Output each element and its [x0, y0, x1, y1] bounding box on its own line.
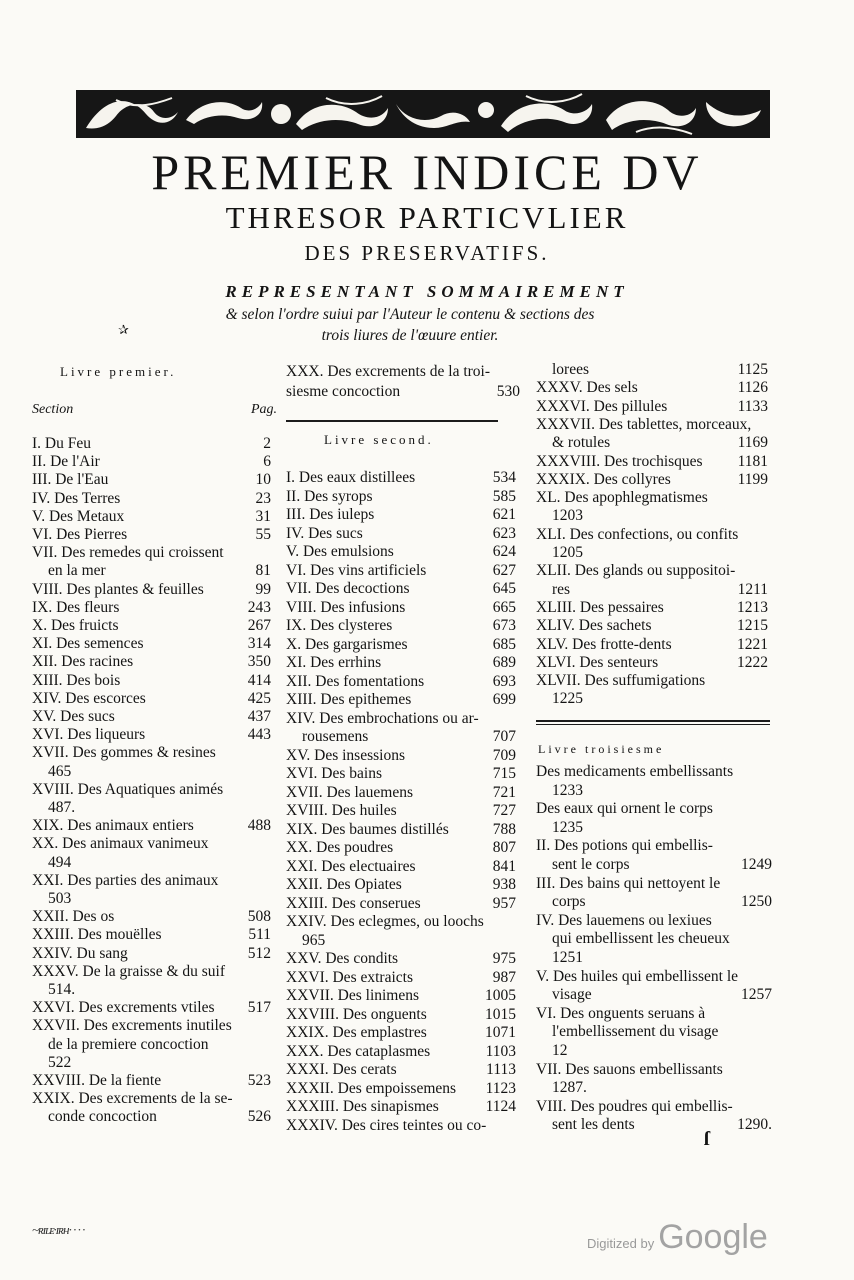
entry-page: 1215	[737, 617, 768, 635]
entry-text: XLIII. Des pessaires	[536, 598, 664, 616]
entry-page: 707	[492, 728, 516, 745]
entry-page: 1221	[737, 635, 768, 653]
entry-text: VI. Des onguents seruans à	[536, 1004, 706, 1022]
entry-text: 522	[48, 1053, 72, 1071]
entry-text: XXX. Des cataplasmes	[286, 1042, 431, 1060]
entry-text: 12	[552, 1042, 568, 1059]
entry-page: 414	[247, 671, 271, 689]
entry-text: visage	[552, 986, 592, 1004]
entry-page: 621	[492, 506, 516, 523]
entry-text: XVIII. Des huiles	[286, 802, 397, 819]
entry-text: 465	[48, 762, 72, 780]
title-line-2: THRESOR PARTICVLIER	[225, 200, 629, 235]
entry-page: 243	[247, 598, 271, 616]
entry-text: 1251	[552, 949, 583, 966]
entry-text: XXI. Des electuaires	[286, 857, 416, 875]
entry-page: 6	[263, 453, 271, 471]
entry-text: III. De l'Eau	[32, 471, 109, 489]
book3-heading: Livre troisiesme	[538, 742, 665, 756]
entry-text: 487.	[48, 799, 76, 816]
book1-tail-page: 530	[496, 383, 520, 400]
entry-text: XII. Des fomentations	[286, 672, 425, 690]
entry-text: XXXI. Des cerats	[286, 1061, 397, 1078]
entry-text: IX. Des fleurs	[32, 598, 120, 616]
entry-page: 841	[492, 857, 516, 875]
entry-page: 1169	[737, 434, 768, 452]
entry-page: 693	[492, 672, 516, 690]
entry-text: XXXIV. Des cires teintes ou co-	[286, 1116, 487, 1134]
entry-text: XLIV. Des sachets	[536, 617, 652, 635]
entry-page: 1290.	[737, 1116, 772, 1134]
entry-text: Des eaux qui ornent le corps	[536, 800, 713, 818]
entry-page: 1123	[485, 1079, 516, 1097]
description-line-2: trois liures de l'œuure entier.	[321, 327, 499, 344]
entry-text: 494	[48, 853, 72, 871]
entry-page: 1124	[485, 1098, 516, 1115]
entry-page: 709	[492, 746, 516, 764]
entry-page: 699	[492, 691, 516, 708]
entry-text: III. Des iuleps	[286, 506, 375, 523]
digitized-by-google	[587, 1218, 768, 1257]
entry-text: XVI. Des liqueurs	[32, 726, 146, 744]
book2-column	[286, 362, 530, 1142]
entry-page: 938	[492, 876, 516, 893]
entry-page: 23	[255, 489, 271, 507]
entry-text: XXIX. Des emplastres	[286, 1024, 427, 1041]
entry-text: XIX. Des baumes distillés	[286, 820, 449, 838]
entry-text: XXXVI. Des pillules	[536, 397, 668, 415]
entry-page: 721	[492, 783, 516, 801]
entry-text: XXII. Des Opiates	[286, 876, 402, 893]
entry-text: II. Des syrops	[286, 487, 373, 505]
entry-text: XI. Des errhins	[286, 654, 382, 671]
entry-page: 1125	[737, 361, 768, 378]
entry-text: VI. Des Pierres	[32, 526, 128, 543]
entry-text: lorees	[552, 361, 590, 378]
entry-page: 1103	[485, 1042, 516, 1060]
entry-page: 81	[255, 562, 271, 580]
entry-text: IV. Des sucs	[286, 524, 363, 542]
title-line-3: DES PRESERVATIFS.	[304, 241, 550, 265]
entry-page: 517	[247, 999, 271, 1017]
entry-page: 31	[255, 507, 271, 525]
entry-text: XXVIII. Des onguents	[286, 1005, 427, 1023]
entry-text: & rotules	[552, 434, 611, 452]
entry-text: XXXIX. Des collyres	[536, 470, 671, 488]
entry-page: 443	[247, 726, 271, 744]
entry-text: 1287.	[552, 1079, 587, 1097]
entry-page: 10	[255, 471, 271, 489]
entry-text: 503	[48, 890, 72, 907]
divider-rule	[286, 420, 498, 422]
entry-text: V. Des Metaux	[32, 507, 125, 525]
entry-page: 1126	[737, 379, 768, 397]
entry-text: VIII. Des infusions	[286, 598, 406, 616]
entry-text: 1225	[552, 690, 583, 708]
entry-page: 1005	[485, 987, 516, 1004]
entry-text: de la premiere concoction	[48, 1035, 209, 1053]
entry-page: 987	[492, 968, 516, 986]
entry-text: XVII. Des lauemens	[286, 783, 413, 801]
catchword: ſ	[704, 1128, 710, 1150]
entry-text: XVIII. Des Aquatiques animés	[32, 780, 224, 798]
entry-page: 511	[248, 926, 271, 944]
entry-text: XX. Des animaux vanimeux	[32, 835, 209, 853]
entry-text: X. Des fruicts	[32, 617, 119, 634]
entry-text: 1233	[552, 781, 583, 799]
entry-page: 1113	[486, 1061, 516, 1078]
entry-page: 585	[492, 487, 516, 505]
entry-page: 1199	[737, 470, 768, 488]
entry-page: 1222	[737, 653, 768, 671]
page-title: PREMIER INDICE DV	[151, 144, 703, 200]
entry-text: XXIII. Des conserues	[286, 894, 421, 912]
entry-page: 715	[492, 765, 516, 782]
book1-column	[32, 362, 277, 1142]
subtitle: REPRESENTANT SOMMAIREMENT	[225, 282, 629, 301]
entry-page: 437	[247, 708, 271, 725]
entry-text: IV. Des lauemens ou lexiues	[536, 911, 712, 929]
entry-text: XXXII. Des empoissemens	[286, 1079, 457, 1097]
entry-text: 965	[302, 931, 326, 949]
entry-page: 627	[492, 561, 516, 579]
entry-text: XV. Des sucs	[32, 708, 115, 725]
entry-text: XXVIII. De la fiente	[32, 1072, 162, 1089]
description-line-1: & selon l'ordre suiui par l'Auteur le contenu & sections des	[225, 306, 595, 323]
entry-text: I. Du Feu	[32, 435, 91, 452]
entry-text: XXXVII. Des tablettes, morceaux,	[536, 415, 752, 433]
entry-text: XXXVIII. Des trochisques	[536, 452, 703, 470]
entry-text: conde concoction	[48, 1108, 157, 1126]
entry-page: 1211	[737, 580, 768, 598]
entry-page: 1133	[737, 397, 768, 415]
entry-page: 788	[492, 820, 516, 838]
entry-text: corps	[552, 893, 586, 911]
entry-page: 645	[492, 580, 516, 597]
entry-text: XLVI. Des senteurs	[536, 653, 659, 671]
entry-text: XXVI. Des extraicts	[286, 968, 413, 986]
entry-page: 267	[247, 617, 271, 634]
entry-page: 727	[492, 802, 516, 819]
entry-text: XII. Des racines	[32, 653, 134, 671]
entry-text: XVII. Des gommes & resines	[32, 744, 216, 762]
entry-text: IX. Des clysteres	[286, 617, 393, 634]
entry-page: 623	[492, 524, 516, 542]
entry-page: 99	[255, 580, 271, 598]
entry-text: VI. Des vins artificiels	[286, 561, 427, 579]
entry-page: 807	[492, 839, 516, 856]
ornament-foliage-icon	[76, 90, 770, 138]
entry-text: XIV. Des embrochations ou ar-	[286, 709, 479, 727]
entry-page: 665	[492, 598, 516, 616]
entry-text: XLVII. Des suffumigations	[536, 672, 706, 690]
entry-text: XXIII. Des mouëlles	[32, 926, 162, 944]
book1-tail-line-2: siesme concoction	[286, 383, 401, 400]
entry-text: XIII. Des bois	[32, 671, 121, 689]
entry-text: XV. Des insessions	[286, 746, 405, 764]
entry-page: 526	[247, 1108, 271, 1126]
entry-text: XVI. Des bains	[286, 765, 382, 782]
entry-text: V. Des huiles qui embellissent le	[536, 967, 739, 985]
divider-rule-2	[536, 720, 770, 722]
entry-text: XLV. Des frotte-dents	[536, 635, 672, 653]
entry-text: III. Des bains qui nettoyent le	[536, 874, 721, 892]
entry-text: 514.	[48, 981, 76, 998]
entry-page: 957	[492, 894, 516, 912]
entry-page: 1249	[741, 856, 772, 873]
entry-page: 975	[492, 950, 516, 967]
entry-page: 1213	[737, 598, 768, 616]
entry-page: 425	[247, 689, 271, 707]
entry-page: 508	[247, 908, 271, 926]
entry-text: XXXIII. Des sinapismes	[286, 1098, 439, 1115]
entry-text: en la mer	[48, 562, 106, 580]
page-label: Pag.	[250, 402, 277, 417]
entry-text: XXVII. Des linimens	[286, 987, 420, 1004]
entry-text: XXIX. Des excrements de la se-	[32, 1090, 233, 1108]
divider-rule-3	[536, 724, 770, 725]
entry-page: 1071	[485, 1024, 516, 1041]
entry-text: XXV. Des condits	[286, 950, 399, 967]
entry-text: VII. Des sauons embellissants	[536, 1060, 723, 1078]
entry-page: 534	[492, 469, 516, 486]
woodcut-ornament-band	[76, 90, 770, 138]
entry-text: VII. Des remedes qui croissent	[32, 544, 224, 562]
entry-page: 1181	[737, 452, 768, 470]
entry-text: XXVII. Des excrements inutiles	[32, 1017, 232, 1035]
entry-text: XXVI. Des excrements vtiles	[32, 999, 215, 1017]
entry-text: XXXV. De la graisse & du suif	[32, 962, 226, 980]
entry-text: XLI. Des confections, ou confits	[536, 525, 739, 543]
entry-text: X. Des gargarismes	[286, 635, 408, 653]
book2-heading: Livre second.	[324, 432, 434, 447]
entry-text: II. Des potions qui embellis-	[536, 837, 713, 855]
entry-text: 1205	[552, 544, 583, 561]
entry-text: IV. Des Terres	[32, 489, 121, 507]
entry-text: I. Des eaux distillees	[286, 469, 416, 486]
entry-page: 673	[492, 617, 516, 634]
entry-text: XXII. Des os	[32, 908, 115, 926]
entry-page: 55	[255, 526, 271, 543]
entry-text: XIV. Des escorces	[32, 689, 146, 707]
entry-page: 350	[247, 653, 271, 671]
entry-page: 685	[492, 635, 516, 653]
section-label: Section	[32, 402, 74, 417]
entry-text: sent le corps	[552, 856, 630, 873]
book1-heading: Livre premier.	[60, 364, 177, 379]
entry-page: 314	[247, 635, 271, 653]
entry-page: 2	[263, 435, 271, 452]
entry-page: 1250	[741, 893, 772, 911]
entry-page: 488	[247, 817, 271, 835]
entry-text: VIII. Des poudres qui embellis-	[536, 1097, 733, 1115]
entry-text: XI. Des semences	[32, 635, 144, 653]
entry-text: XXIV. Du sang	[32, 944, 128, 962]
google-brand: Google	[658, 1218, 768, 1256]
entry-text: XXXV. Des sels	[536, 379, 638, 397]
book3-column	[536, 358, 774, 1138]
library-stamp-smudge: ~ʀɪʟᴇ·ɪʀʜ· · · ·	[32, 1222, 85, 1237]
entry-text: XIII. Des epithemes	[286, 691, 412, 708]
entry-text: XXIV. Des eclegmes, ou loochs	[286, 913, 484, 930]
entry-page: 1015	[485, 1005, 516, 1023]
ink-mark: ✰	[118, 322, 129, 337]
entry-text: VIII. Des plantes & feuilles	[32, 580, 204, 598]
entry-text: XX. Des poudres	[286, 839, 394, 856]
entry-text: l'embellissement du visage	[552, 1023, 719, 1041]
digitized-label: Digitized by	[587, 1236, 655, 1251]
book1-tail-line-1: XXX. Des excrements de la troi-	[286, 363, 491, 380]
entry-text: qui embellissent les cheueux	[552, 930, 730, 948]
entry-page: 689	[492, 654, 516, 671]
entry-text: rousemens	[302, 728, 369, 745]
entry-page: 523	[247, 1072, 271, 1089]
entry-text: 1235	[552, 818, 583, 836]
entry-text: XL. Des apophlegmatismes	[536, 489, 708, 507]
entry-page: 624	[492, 543, 516, 560]
entry-text: sent les dents	[552, 1116, 635, 1134]
entry-page: 1257	[741, 986, 772, 1004]
entry-text: XXI. Des parties des animaux	[32, 871, 219, 889]
entry-page: 512	[247, 944, 271, 962]
entry-text: res	[552, 580, 571, 598]
entry-text: Des medicaments embellissants	[536, 763, 734, 780]
entry-text: V. Des emulsions	[286, 543, 394, 560]
entry-text: 1203	[552, 507, 583, 525]
entry-text: II. De l'Air	[32, 453, 100, 471]
entry-text: VII. Des decoctions	[286, 580, 410, 597]
entry-text: XLII. Des glands ou suppositoi-	[536, 562, 736, 580]
entry-text: XIX. Des animaux entiers	[32, 817, 194, 835]
